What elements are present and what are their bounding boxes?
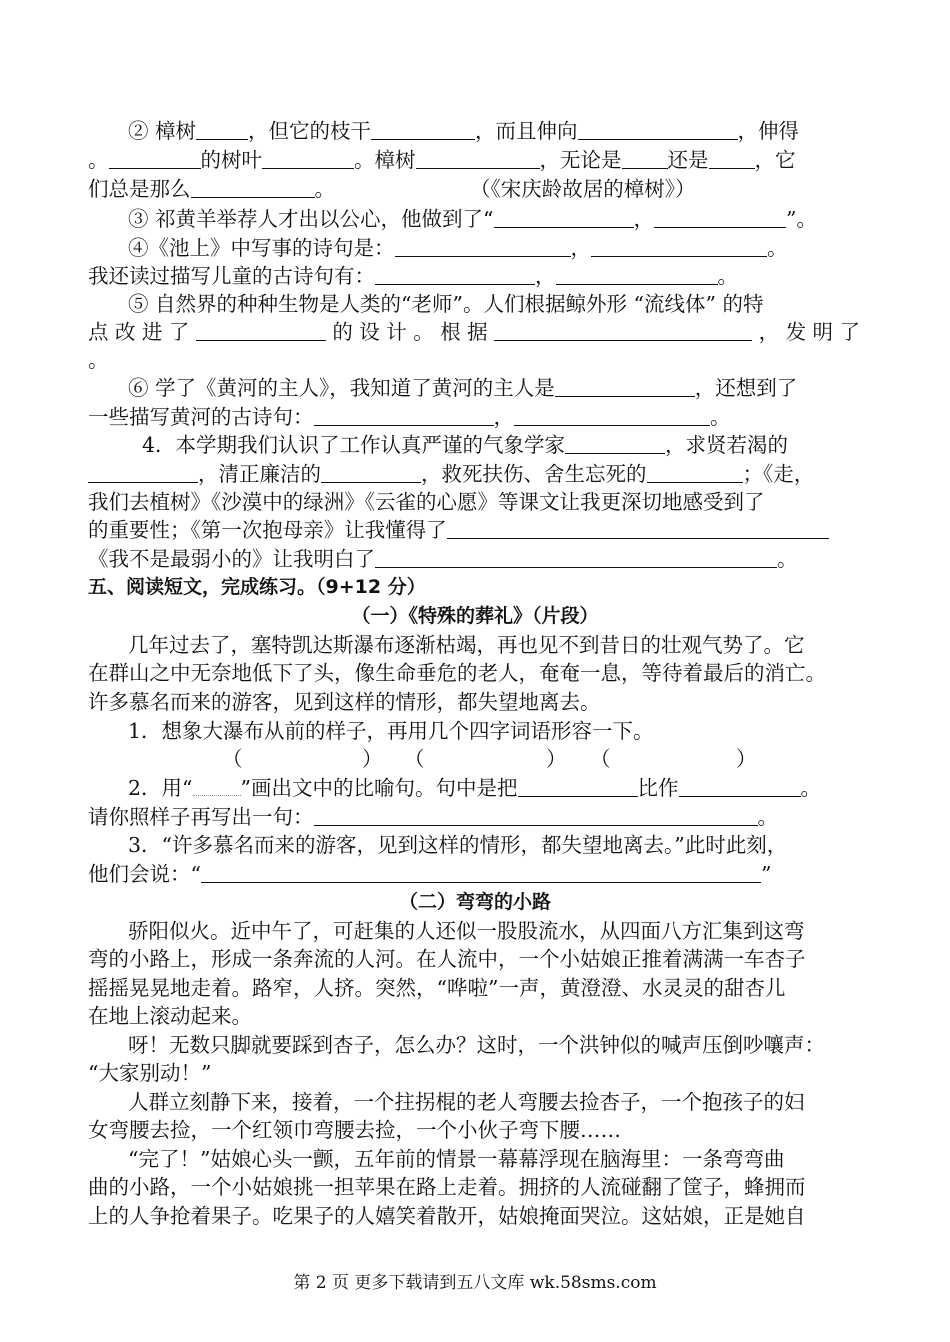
passage-1-line-3: 许多慕名而来的游客，见到这样的情形，都失望地离去。 xyxy=(88,690,601,714)
answer-blank[interactable] xyxy=(416,150,540,169)
q2-line-2 xyxy=(88,147,796,173)
answer-blank[interactable] xyxy=(109,150,201,169)
answer-blank[interactable] xyxy=(321,464,421,483)
answer-blank[interactable] xyxy=(191,179,315,198)
text: ”。 xyxy=(786,207,817,231)
text: ，清正廉洁的 xyxy=(198,462,321,486)
text: 。 xyxy=(777,547,798,571)
p1-q1-paren-open-1: （ xyxy=(222,747,243,771)
q5-line-2 xyxy=(88,319,860,345)
text: 他们会说：“ xyxy=(88,862,201,886)
q4-line-1 xyxy=(128,235,788,261)
q6-line-1 xyxy=(128,375,797,401)
answer-blank[interactable] xyxy=(555,378,695,397)
passage-2-line-2: 弯的小路上，形成一条奔流的人河。在人流中，一个小姑娘正推着满满一车杏子 xyxy=(88,947,806,971)
answer-blank[interactable] xyxy=(494,209,634,228)
answer-blank[interactable] xyxy=(556,266,718,285)
passage-1-title: （一）《特殊的葬礼》（片段） xyxy=(351,605,599,627)
text: 的设计。根据 xyxy=(325,320,495,344)
answer-blank[interactable] xyxy=(578,121,738,140)
text: 《我不是最弱小的》让我明白了 xyxy=(88,547,375,571)
answer-blank[interactable] xyxy=(395,238,571,257)
answer-blank[interactable] xyxy=(88,464,198,483)
text: ， xyxy=(535,264,556,288)
answer-blank[interactable] xyxy=(314,807,758,826)
text: 比作 xyxy=(637,776,679,800)
text: ，伸得 xyxy=(737,119,800,143)
text: ，救死扶伤、舍生忘死的 xyxy=(421,462,647,486)
answer-blank[interactable] xyxy=(314,407,494,426)
text: ，但它的枝干 xyxy=(248,119,372,143)
text: ， xyxy=(570,236,591,260)
answer-blank[interactable] xyxy=(654,209,786,228)
text: 们总是那么 xyxy=(88,177,191,201)
text: 。 xyxy=(88,148,109,172)
s4-line-1 xyxy=(142,432,788,458)
text: ”画出文中的比喻句。句中是把 xyxy=(240,776,518,800)
answer-blank[interactable] xyxy=(201,864,761,883)
text: ④《池上》中写事的诗句是： xyxy=(128,236,395,260)
p1-question-3: 3．“许多慕名而来的游客，见到这样的情形，都失望地离去。”此时此刻， xyxy=(128,833,788,857)
text: 点改进了 xyxy=(88,320,196,344)
p1-q1-paren-close-1: ） xyxy=(362,747,383,771)
s4-line-2 xyxy=(88,461,814,487)
q5-line-1: ⑤ 自然界的种种生物是人类的“老师”。人们根据鲸外形 “流线体” 的特 xyxy=(128,292,764,316)
text: ，无论是 xyxy=(539,148,622,172)
passage-2-line-4: 在地上滚动起来。 xyxy=(88,1004,252,1028)
answer-blank[interactable] xyxy=(196,322,326,341)
text: ” xyxy=(760,862,772,886)
text: ② 樟树 xyxy=(128,119,197,143)
passage-2-line-10: 曲的小路，一个小姑娘挑一担苹果在路上走着。拥挤的人流碰翻了筐子，蜂拥而 xyxy=(88,1175,806,1199)
answer-blank[interactable] xyxy=(518,778,638,797)
answer-blank[interactable] xyxy=(647,464,743,483)
passage-2-line-1: 骄阳似火。近中午了，可赶集的人还似一股股流水，从四面八方汇集到这弯 xyxy=(128,919,805,943)
s4-line-5 xyxy=(88,546,798,572)
q5-line-3: 。 xyxy=(88,348,109,372)
text: 我还读过描写儿童的古诗句有： xyxy=(88,264,375,288)
answer-blank[interactable] xyxy=(622,150,668,169)
page-footer: 第 2 页 更多下载请到五八文库 wk.58sms.com xyxy=(293,1273,657,1293)
answer-blank[interactable] xyxy=(371,121,475,140)
p1-q1-paren-open-2: （ xyxy=(404,747,425,771)
text: ，而且伸向 xyxy=(475,119,578,143)
wavy-underline-mark xyxy=(193,779,241,796)
q2-source: （《宋庆龄故居的樟树》） xyxy=(470,177,696,201)
text: ；《走， xyxy=(742,462,815,486)
text: ⑥ 学了《黄河的主人》，我知道了黄河的主人是 xyxy=(128,376,555,400)
answer-blank[interactable] xyxy=(709,150,755,169)
passage-2-line-5: 呀！无数只脚就要踩到杏子，怎么办？这时，一个洪钟似的喊声压倒吵嚷声： xyxy=(128,1033,825,1057)
p1-question-3-line-2 xyxy=(88,861,771,887)
text: ，求贤若渴的 xyxy=(665,433,789,457)
answer-blank[interactable] xyxy=(447,520,829,539)
text: ，发明了 xyxy=(752,320,861,344)
passage-1-line-1: 几年过去了，塞特凯达斯瀑布逐渐枯竭，再也见不到昔日的壮观气势了。它 xyxy=(128,633,805,657)
p1-question-2-line-2 xyxy=(88,804,778,830)
answer-blank[interactable] xyxy=(514,407,710,426)
text: 。樟树 xyxy=(354,148,416,172)
answer-blank[interactable] xyxy=(375,549,777,568)
q2-line-3 xyxy=(88,176,335,202)
passage-2-line-11: 上的人争抢着果子。吃果子的人嬉笑着散开，姑娘掩面哭泣。这姑娘，正是她自 xyxy=(88,1204,806,1228)
section-5-title: 五、阅读短文，完成练习。（9+12 分） xyxy=(88,576,426,598)
text: 请你照样子再写出一句： xyxy=(88,805,314,829)
text: ③ 祁黄羊举荐人才出以公心，他做到了“ xyxy=(128,207,494,231)
passage-2-line-3: 摇摇晃晃地走着。路窄，人挤。突然，“哗啦”一声，黄澄澄、水灵灵的甜杏儿 xyxy=(88,976,786,1000)
answer-blank[interactable] xyxy=(375,266,535,285)
text: ，还想到了 xyxy=(694,376,798,400)
text: 。 xyxy=(757,805,778,829)
s4-line-4 xyxy=(88,517,829,543)
q2-line-1 xyxy=(128,118,799,144)
answer-blank[interactable] xyxy=(565,435,665,454)
text: ，它 xyxy=(754,148,796,172)
text: 2．用“ xyxy=(128,776,193,800)
text: 。 xyxy=(314,177,335,201)
text: 的重要性；《第一次抱母亲》让我懂得了 xyxy=(88,518,447,542)
text: 4．本学期我们认识了工作认真严谨的气象学家 xyxy=(142,433,566,457)
p1-q1-paren-open-3: （ xyxy=(590,747,611,771)
s4-line-3: 我们去植树》《沙漠中的绿洲》《云雀的心愿》等课文让我更深切地感受到了 xyxy=(88,490,765,514)
text: 的树叶 xyxy=(200,148,262,172)
answer-blank[interactable] xyxy=(262,150,354,169)
text: 。 xyxy=(717,264,738,288)
answer-blank[interactable] xyxy=(679,778,801,797)
passage-2-line-8: 女弯腰去捡，一个红领巾弯腰去捡，一个小伙子弯下腰…… xyxy=(88,1118,621,1142)
answer-blank[interactable] xyxy=(196,121,248,140)
passage-2-line-6: “大家别动！” xyxy=(88,1061,212,1085)
text: 。 xyxy=(767,236,788,260)
passage-2-title: （二）弯弯的小路 xyxy=(398,891,551,913)
passage-2-line-7: 人群立刻静下来，接着，一个拄拐棍的老人弯腰去捡杏子，一个抱孩子的妇 xyxy=(128,1090,805,1114)
passage-1-line-2: 在群山之中无奈地低下了头，像生命垂危的老人，奄奄一息，等待着最后的消亡。 xyxy=(88,661,826,685)
p1-q1-paren-close-3: ） xyxy=(736,747,757,771)
p1-question-2 xyxy=(128,775,821,801)
p1-question-1: 1．想象大瀑布从前的样子，再用几个四字词语形容一下。 xyxy=(128,719,654,743)
text: ， xyxy=(493,405,514,429)
p1-q1-paren-close-2: ） xyxy=(546,747,567,771)
q3-line xyxy=(128,206,817,232)
answer-blank[interactable] xyxy=(591,238,767,257)
text: 还是 xyxy=(667,148,709,172)
passage-2-line-9: “完了！”姑娘心头一颤，五年前的情景一幕幕浮现在脑海里：一条弯弯曲 xyxy=(128,1147,785,1171)
text: 。 xyxy=(800,776,822,800)
text: ， xyxy=(633,207,654,231)
text: 一些描写黄河的古诗句： xyxy=(88,405,314,429)
q4-line-2 xyxy=(88,263,738,289)
text: 。 xyxy=(710,405,731,429)
answer-blank[interactable] xyxy=(494,322,752,341)
q6-line-2 xyxy=(88,404,731,430)
